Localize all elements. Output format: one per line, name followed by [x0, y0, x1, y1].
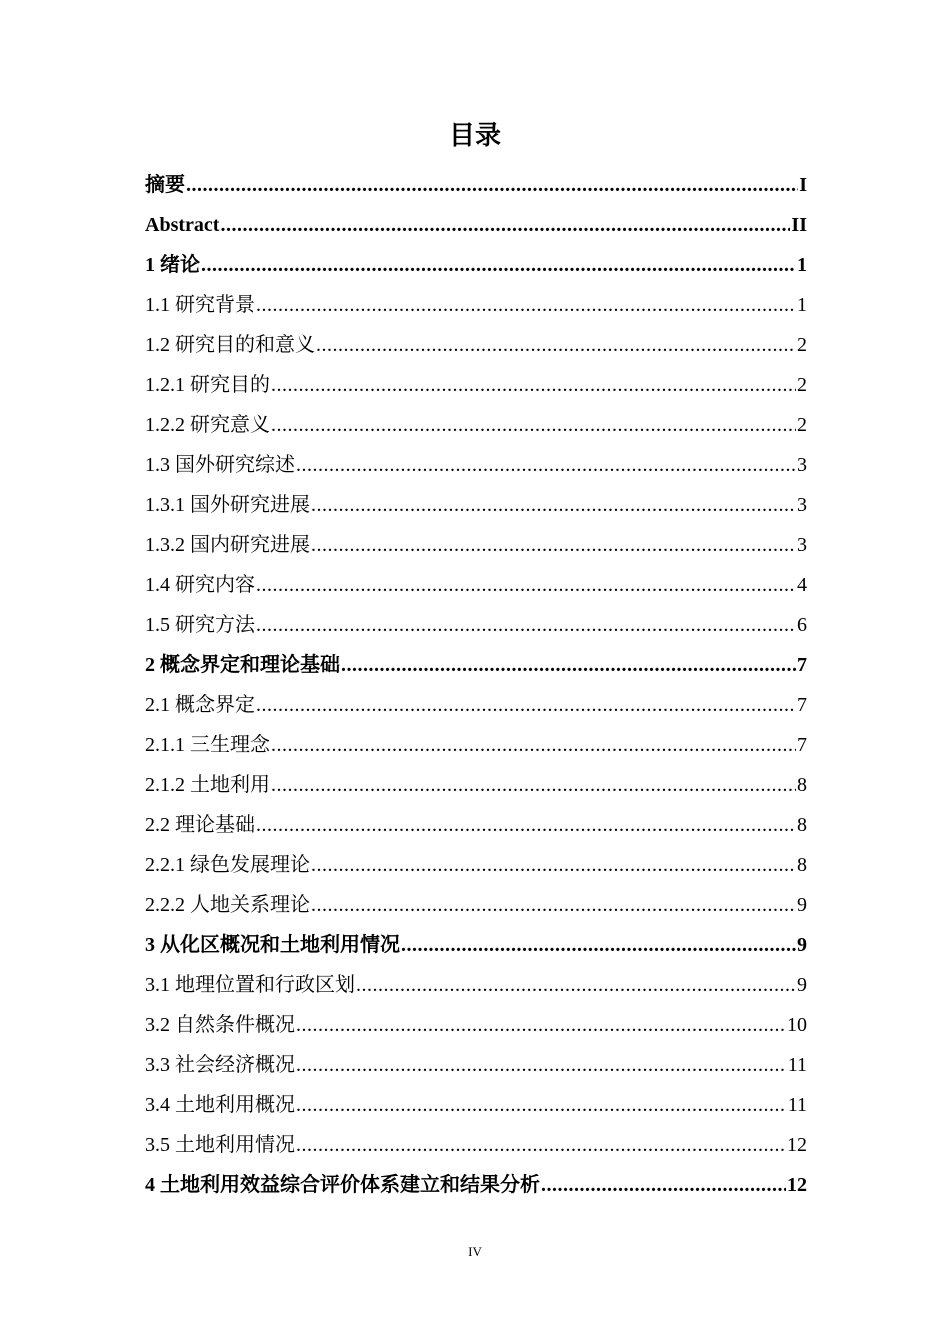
toc-entry-title[interactable]: 2 概念界定和理论基础 — [145, 654, 340, 676]
page-number: IV — [468, 1244, 482, 1259]
toc-entry-page-number: 2 — [797, 334, 807, 356]
toc-entry-title[interactable]: 3.2 自然条件概况 — [145, 1014, 295, 1036]
toc-entry[interactable] — [145, 805, 807, 845]
toc-entry-title[interactable]: 1.2.2 研究意义 — [145, 414, 270, 436]
toc-entry-title[interactable]: 1.4 研究内容 — [145, 574, 255, 596]
toc-entry-page-number: 9 — [797, 974, 807, 996]
toc-entry-title[interactable]: 2.1 概念界定 — [145, 694, 255, 716]
toc-entry[interactable] — [145, 245, 807, 285]
toc-dot-leader — [401, 925, 796, 965]
toc-entry-title[interactable]: 2.2.1 绿色发展理论 — [145, 854, 310, 876]
toc-entry-page-number: I — [799, 174, 807, 196]
toc-dot-leader — [256, 685, 796, 725]
toc-entry-page-number: 4 — [797, 574, 807, 596]
toc-entry-title[interactable]: 2.1.2 土地利用 — [145, 774, 270, 796]
toc-entry[interactable] — [145, 525, 807, 565]
toc-entry-page-number: II — [791, 214, 807, 236]
toc-entry[interactable] — [145, 445, 807, 485]
toc-entry-title[interactable]: 4 土地利用效益综合评价体系建立和结果分析 — [145, 1174, 540, 1196]
toc-entry-page-number: 12 — [787, 1174, 807, 1196]
toc-entry-title[interactable]: 3.3 社会经济概况 — [145, 1054, 295, 1076]
toc-dot-leader — [296, 1085, 787, 1125]
toc-dot-leader — [311, 845, 796, 885]
toc-entry-page-number: 7 — [797, 694, 807, 716]
toc-entry[interactable] — [145, 605, 807, 645]
toc-entry-title[interactable]: 1.3 国外研究综述 — [145, 454, 295, 476]
toc-entry-title[interactable]: 3.4 土地利用概况 — [145, 1094, 295, 1116]
toc-dot-leader — [271, 725, 796, 765]
toc-entry-title[interactable]: 3.1 地理位置和行政区划 — [145, 974, 355, 996]
toc-dot-leader — [256, 805, 796, 845]
toc-entry[interactable] — [145, 1125, 807, 1165]
toc-entry-page-number: 8 — [797, 814, 807, 836]
toc-entry[interactable] — [145, 205, 807, 245]
toc-dot-leader — [201, 245, 796, 285]
toc-entry[interactable] — [145, 845, 807, 885]
toc-entry-page-number: 2 — [797, 414, 807, 436]
toc-entry-page-number: 9 — [797, 894, 807, 916]
toc-dot-leader — [316, 325, 796, 365]
toc-dot-leader — [256, 565, 796, 605]
toc-entry-title[interactable]: Abstract — [145, 214, 220, 236]
toc-entry[interactable] — [145, 405, 807, 445]
toc-dot-leader — [296, 1005, 786, 1045]
toc-entry-title[interactable]: 1.2 研究目的和意义 — [145, 334, 315, 356]
toc-entry-page-number: 2 — [797, 374, 807, 396]
toc-dot-leader — [341, 645, 796, 685]
toc-entry[interactable] — [145, 925, 807, 965]
toc-entry-title[interactable]: 1.1 研究背景 — [145, 294, 255, 316]
toc-dot-leader — [356, 965, 796, 1005]
toc-entry-title[interactable]: 2.2 理论基础 — [145, 814, 255, 836]
toc-dot-leader — [271, 405, 796, 445]
toc-entry[interactable] — [145, 1085, 807, 1125]
toc-entry-page-number: 3 — [797, 494, 807, 516]
toc-dot-leader — [271, 765, 796, 805]
table-of-contents — [145, 165, 807, 1205]
toc-entry-title[interactable]: 1.3.1 国外研究进展 — [145, 494, 310, 516]
toc-entry-title[interactable]: 1.3.2 国内研究进展 — [145, 534, 310, 556]
toc-dot-leader — [296, 1045, 787, 1085]
toc-entry[interactable] — [145, 1045, 807, 1085]
toc-entry-page-number: 7 — [797, 654, 807, 676]
toc-dot-leader — [186, 165, 798, 205]
toc-entry-title[interactable]: 2.1.1 三生理念 — [145, 734, 270, 756]
toc-dot-leader — [271, 365, 796, 405]
toc-entry-title[interactable]: 3.5 土地利用情况 — [145, 1134, 295, 1156]
toc-entry[interactable] — [145, 485, 807, 525]
toc-entry-title[interactable]: 3 从化区概况和土地利用情况 — [145, 934, 400, 956]
toc-entry-title[interactable]: 摘要 — [145, 174, 185, 196]
toc-entry[interactable] — [145, 725, 807, 765]
toc-entry-page-number: 11 — [787, 1094, 807, 1116]
toc-entry-page-number: 10 — [787, 1014, 807, 1036]
toc-entry[interactable] — [145, 1005, 807, 1045]
toc-dot-leader — [296, 445, 796, 485]
toc-entry-page-number: 8 — [797, 774, 807, 796]
toc-dot-leader — [311, 485, 796, 525]
toc-entry-page-number: 7 — [797, 734, 807, 756]
toc-entry-page-number: 3 — [797, 454, 807, 476]
page-title: 目录 — [448, 121, 501, 151]
toc-entry-page-number: 9 — [797, 934, 807, 956]
toc-entry-page-number: 1 — [797, 254, 807, 276]
toc-entry[interactable] — [145, 165, 807, 205]
toc-entry[interactable] — [145, 565, 807, 605]
toc-dot-leader — [220, 205, 790, 245]
toc-entry-page-number: 11 — [787, 1054, 807, 1076]
toc-entry-page-number: 1 — [797, 294, 807, 316]
toc-entry-title[interactable]: 1.2.1 研究目的 — [145, 374, 270, 396]
toc-entry[interactable] — [145, 965, 807, 1005]
toc-entry-title[interactable]: 2.2.2 人地关系理论 — [145, 894, 310, 916]
toc-entry[interactable] — [145, 765, 807, 805]
toc-dot-leader — [541, 1165, 786, 1205]
toc-entry[interactable] — [145, 685, 807, 725]
toc-entry-title[interactable]: 1.5 研究方法 — [145, 614, 255, 636]
toc-entry[interactable] — [145, 285, 807, 325]
toc-entry[interactable] — [145, 885, 807, 925]
toc-entry-title[interactable]: 1 绪论 — [145, 254, 200, 276]
toc-entry-page-number: 12 — [787, 1134, 807, 1156]
toc-dot-leader — [256, 285, 796, 325]
toc-dot-leader — [256, 605, 796, 645]
toc-entry-page-number: 3 — [797, 534, 807, 556]
toc-entry[interactable] — [145, 325, 807, 365]
toc-entry-page-number: 8 — [797, 854, 807, 876]
toc-entry[interactable] — [145, 365, 807, 405]
toc-entry-page-number: 6 — [797, 614, 807, 636]
toc-entry[interactable] — [145, 645, 807, 685]
toc-dot-leader — [296, 1125, 786, 1165]
toc-entry[interactable] — [145, 1165, 807, 1205]
toc-dot-leader — [311, 885, 796, 925]
toc-dot-leader — [311, 525, 796, 565]
